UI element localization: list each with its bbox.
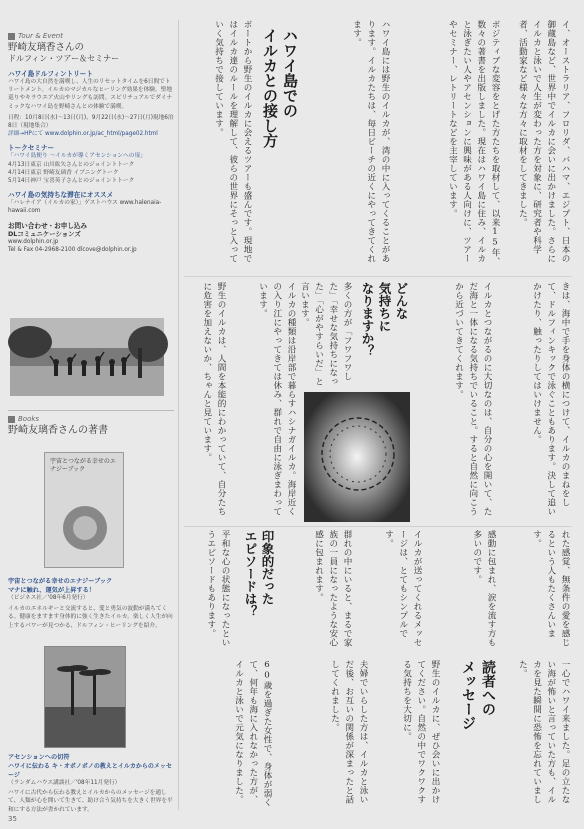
page-number: 35 <box>8 815 17 823</box>
book2-publisher: （ランダムハウス講談社／'08年11月発行） <box>8 780 121 786</box>
event-line: 5月14日神戸 宝喜英子さんとのジョイントトーク <box>8 178 135 185</box>
section-title: ハワイ島の気持ちな滞在にオススメ <box>8 191 114 200</box>
section-divider <box>8 410 174 411</box>
book2-info <box>8 748 174 814</box>
column-divider <box>178 20 179 810</box>
article-column: 感動に包まれ、涙を流す方も多いのです。 <box>471 530 496 647</box>
article-column: ボートから野生のイルカに会えるツアーも盛んです。現地ではイルカ達のルールを理解して、彼らの世界にそっと入っていく気持ちで接しています。 <box>213 20 252 263</box>
article-column: イルカの種類は沿岸部で暮らすハシナガイルカ。海岸近くの入り江にやってきては休み、群れで自由に泳ぎまわっています。 <box>257 282 296 516</box>
book1-subtitle: マナに触れ、運気が上昇する！ <box>8 587 95 594</box>
book2-cover-art <box>45 647 125 747</box>
tier-divider <box>184 276 572 277</box>
detail-link[interactable]: 詳細→HPにて www.dolphin.or.jp/ac_html/page02.html <box>8 131 158 138</box>
book1-description: イルカのエネルギーと交流すると、愛と勇気の波動が満ちてくる。健康をますます身体的に強く生きたイルカ。楽しく人生が向上するパワーが見つかる、ドルフィン・ヒーリングを紹介。 <box>8 606 173 629</box>
heading-reader-message: 読者への メッセージ <box>460 660 496 730</box>
event-line: 4月14日東京 野崎友璃香 イブニングトーク <box>8 169 119 176</box>
article-column: イルカとつながるのに大切なのは、自分の心を開いて、ただ海と一体になる気持ちでいること。すると自然に向こうから近づいてきてくれます。 <box>453 282 492 516</box>
section-title: トークセミナー <box>8 144 55 153</box>
book1-cover: 宇宙とつながる幸せのエナジーブック <box>44 452 124 568</box>
article-column: きは、海中で手を身体の横につけて、イルカのまねをして、ドルフィンキックで泳ぐこともあります。決して追いかけたり、触ったりしてはいけません。 <box>531 282 570 516</box>
article-column: ハワイ島には野生のイルカが、湾の中に入ってくることがあります。イルカたちは、毎日ビーチの近くにやってきてくれます。 <box>351 20 390 263</box>
section-dates: 日程：10月8日(水)～13日(月)、9月22日(水)～27日(月)現地6泊8日（現地集合） <box>8 114 174 130</box>
book1-publisher: （ビジネス社／'08年6月発行） <box>8 595 89 601</box>
contact-org: DLコミュニケーションズ <box>8 229 81 238</box>
tier-divider <box>184 526 572 527</box>
article-column: ボジティブな変容をとげた方たちを取材して、以来15年、数々の著書を出版しました。現在はハワイ島に住み、イルカと泳ぎたい人やアセンションに興味がある人向けに、ツアーやセミナー、レトリートなどを主宰しています。 <box>447 20 500 266</box>
article-column: 野生のイルカに、ぜひ会いに出かけてください。自然の中でワクワクする気持ちを大切に。 <box>401 660 440 804</box>
book1-title: 宇宙とつながる幸せのエナジーブック <box>8 578 113 585</box>
beach-photo-graphic <box>10 318 164 396</box>
book2-cover <box>44 646 126 748</box>
article-column: 夫婦でいらした方は、イルカと泳いだ後、お互いの関係が深まったと話してくれました。 <box>329 660 368 804</box>
book2-subtitle: ハワイに伝わる キ・オポノポノの教えとイルカからのメッセージ <box>8 763 172 779</box>
circular-reflection-photo <box>304 392 410 522</box>
contact-web[interactable]: www.dolphin.or.jp <box>8 238 59 245</box>
book1-cover-art <box>45 493 123 563</box>
books-tag: Books <box>8 415 174 423</box>
square-bullet-icon <box>8 416 15 423</box>
article-column: 一心でハワイ来ました。足の立たない海が怖いと言っていた方も、イルカを見た瞬間に恐怖を忘れていました。 <box>517 660 570 804</box>
book1-info <box>8 572 174 630</box>
book2-description: ハワイに古代から伝わる教えとイルカからのメッセージを通して、人類が心を開いて生きて、助け合う気持ちを大きく世界を平和にする方法が書かれています。 <box>8 790 173 813</box>
article-column: 平和な心の状態になったというエピソードもあります。 <box>205 530 230 647</box>
section-text: 「ハレナイア（イルカの家）」ゲストハウス www.halenaia-hawaii.com <box>8 200 162 215</box>
tour-tag: Tour & Event <box>8 32 174 40</box>
article-column: れた感覚、無条件の愛を感じるという人もたくさんいます。 <box>531 530 570 647</box>
section-text: ハワイ島の大自然を満喫し、人生のリセットタイムを6日間でトリートメント。イルカのマジカルなヒーリング効果を体験。聖地巡りやキラウエア火山やリングも訪問。スピリチュアルでダイナミックなハワイ島を野崎さんとの体験で満喫。 <box>8 79 173 110</box>
article-column: イ、オーストラリア、フロリダ、バハマ、エジプト、日本の御蔵島など、世界中でイルカに会いに出かけました。さらにイルカと泳いで人生が変わった方を対象に、研究者や科学者、活動家など様々な方々に取材をしてきました。 <box>517 20 570 263</box>
article-column: 群れの中にいると、まるで家族の一員になったような安心感に包まれます。 <box>313 530 352 647</box>
heading-dolphin-hawaii: ハワイ島での イルカとの接し方 <box>261 28 299 148</box>
square-bullet-icon <box>8 33 15 40</box>
book2-title: アセンションへの切符 <box>8 754 70 761</box>
beach-group-photo <box>10 318 164 396</box>
contact-title: お問い合わせ・お申し込み <box>8 221 88 230</box>
article-column: 60歳を過ぎた女性で、身体が弱くて、何年も海に入れなかった方が、イルカと泳いで元気になりました。 <box>233 660 272 807</box>
tour-event-box <box>8 32 174 300</box>
reflection-graphic <box>304 392 410 522</box>
section-subtitle: 「ハワイ島便り ～イルカが導くアセンションへの扉」 <box>8 153 146 160</box>
contact-tel: Tel & Fax 04-2968-2100 dlcove@dolphin.or.jp <box>8 247 137 254</box>
heading-memorable-episode: 印象的だった エピソードは？ <box>243 530 275 618</box>
section-title: ハワイ島ドルフィントリート <box>8 70 93 78</box>
books-box <box>8 415 174 436</box>
article-column: イルカが送ってくれるメッセージは、とてもシンプルです。 <box>383 530 422 647</box>
tour-title: 野崎友璃香さんの ドルフィン・ツアー＆セミナー <box>8 42 120 63</box>
article-column: 野生のイルカは、人間を本能的にわかっていて、自分たちに危害を加えないか、ちゃんと見ています。 <box>201 282 226 516</box>
books-title: 野崎友璃香さんの著書 <box>8 425 108 436</box>
article-column: 多くの方が「フワフワした」「幸せな気持ちになった」「心がやすらいだ」と言います。 <box>299 282 352 386</box>
heading-how-feel: どんな 気持ちに なりますか？ <box>360 282 409 357</box>
event-line: 4月13日東京 山川紘矢さんとのジョイントトーク <box>8 161 135 168</box>
